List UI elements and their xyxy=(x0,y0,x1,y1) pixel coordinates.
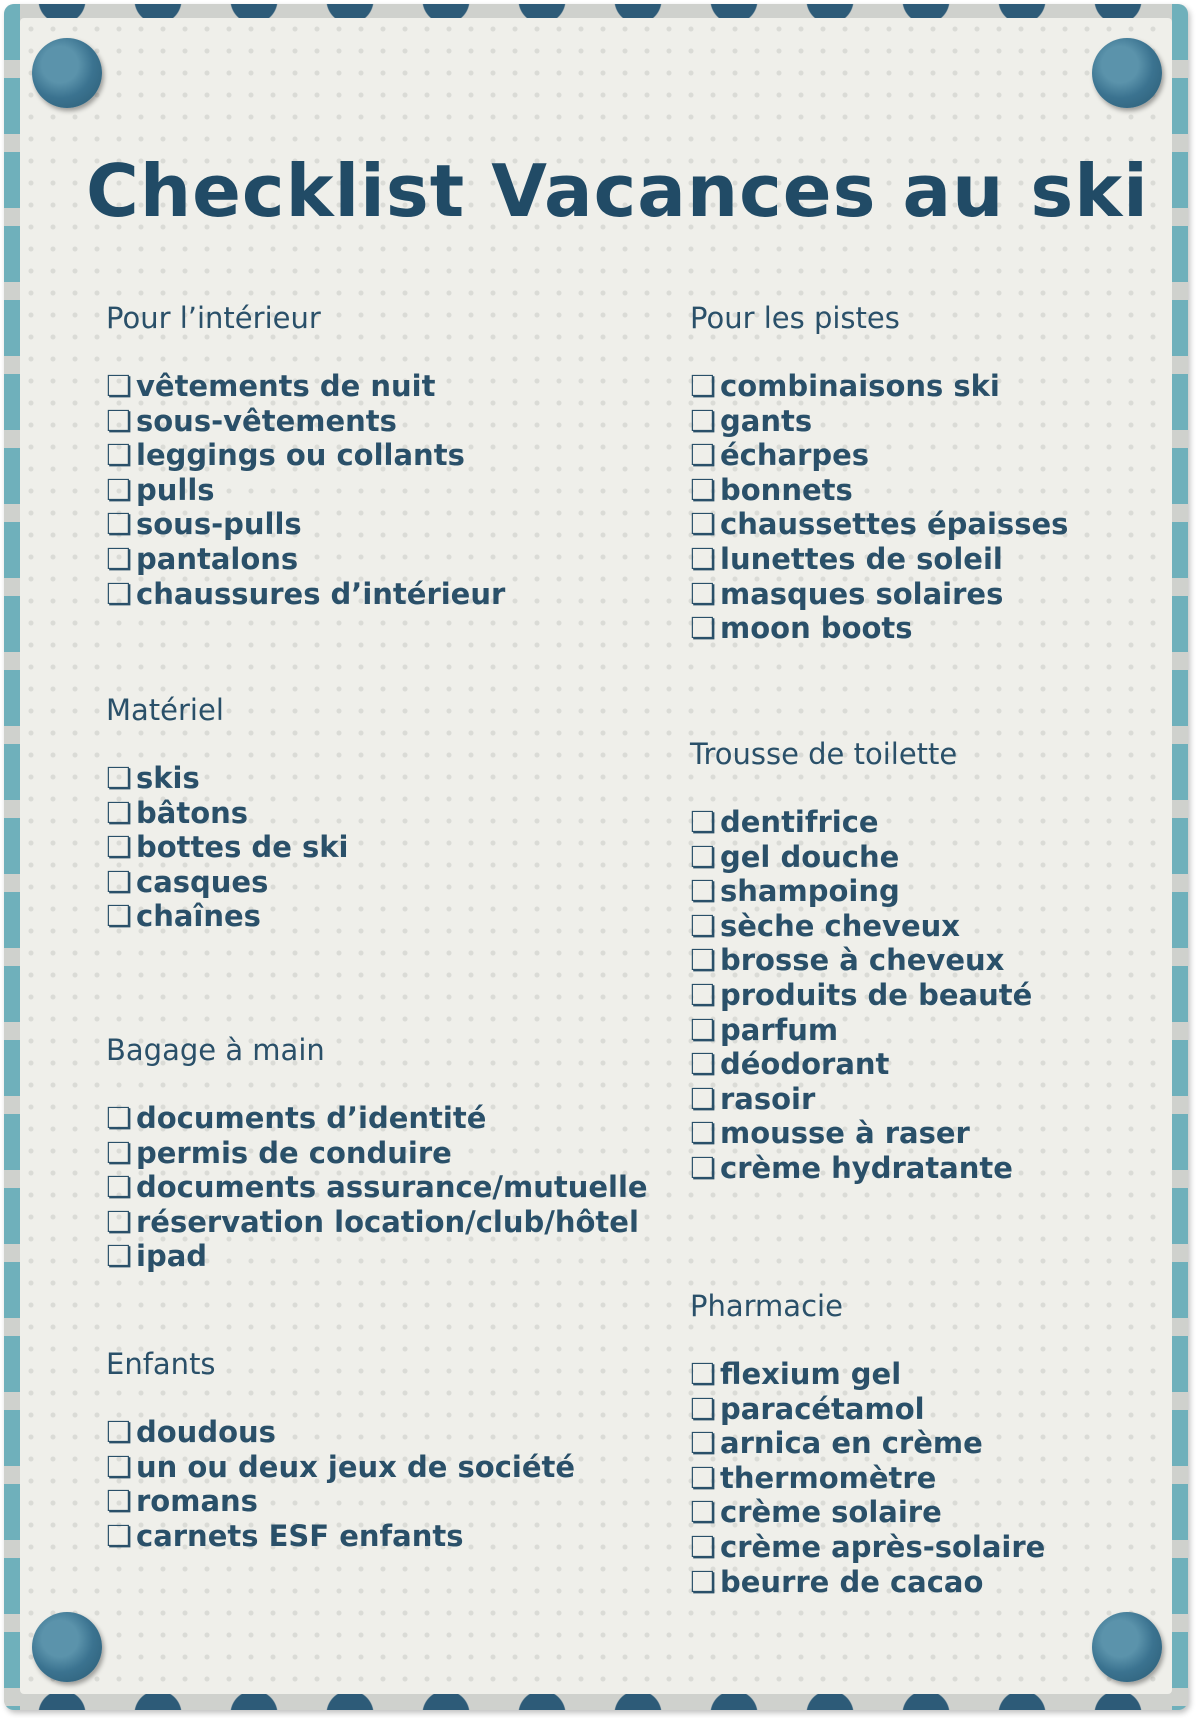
checklist-item-label: documents d’identité xyxy=(136,1101,487,1135)
checklist-item-label: gants xyxy=(720,403,813,438)
checklist xyxy=(106,761,348,934)
checkbox-icon[interactable]: ❏ xyxy=(106,1484,132,1519)
checkbox-icon[interactable]: ❏ xyxy=(690,1495,716,1530)
section-pistes xyxy=(690,300,1068,646)
checklist-item-label: crème hydratante xyxy=(720,1150,1013,1185)
section-heading: Enfants xyxy=(106,1347,216,1381)
checkbox-icon[interactable]: ❏ xyxy=(690,507,716,542)
checkbox-icon[interactable]: ❏ xyxy=(690,1391,716,1426)
checklist-item-label: un ou deux jeux de société xyxy=(136,1449,576,1484)
checklist-item[interactable] xyxy=(106,899,348,934)
corner-pin-icon xyxy=(1092,38,1162,108)
checkbox-icon[interactable]: ❏ xyxy=(690,1116,716,1151)
checkbox-icon[interactable]: ❏ xyxy=(106,369,132,403)
checkbox-icon[interactable]: ❏ xyxy=(690,1012,716,1047)
checklist-item-label: permis de conduire xyxy=(136,1135,452,1170)
checklist-item[interactable] xyxy=(690,1530,1045,1565)
checklist-item-label: gel douche xyxy=(720,839,900,874)
corner-pin-icon xyxy=(1092,1612,1162,1682)
section-heading: Pharmacie xyxy=(690,1289,843,1323)
checklist-item[interactable] xyxy=(690,1013,1032,1048)
checklist-item[interactable] xyxy=(690,1565,1045,1600)
checkbox-icon[interactable]: ❏ xyxy=(690,943,716,978)
checklist-item[interactable] xyxy=(690,507,1068,542)
checkbox-icon[interactable]: ❏ xyxy=(106,1518,132,1553)
checklist-item[interactable] xyxy=(106,1519,575,1554)
checkbox-icon[interactable]: ❏ xyxy=(690,1047,716,1082)
checkbox-icon[interactable]: ❏ xyxy=(106,830,132,865)
corner-pin-icon xyxy=(32,38,102,108)
left-border-stripe xyxy=(4,4,20,1710)
checkbox-icon[interactable]: ❏ xyxy=(106,472,132,507)
section-heading: Pour l’intérieur xyxy=(106,301,321,335)
checklist-item[interactable] xyxy=(690,978,1032,1013)
section-interieur xyxy=(106,300,505,611)
checkbox-icon[interactable]: ❏ xyxy=(106,1135,132,1170)
checklist-item-label: skis xyxy=(136,761,200,795)
checklist-item-label: parfum xyxy=(720,1012,839,1047)
checkbox-icon[interactable]: ❏ xyxy=(690,438,716,473)
checklist-item-label: chaînes xyxy=(136,899,261,934)
checklist xyxy=(106,1101,648,1274)
checkbox-icon[interactable]: ❏ xyxy=(106,403,132,438)
checklist-item-label: carnets ESF enfants xyxy=(136,1518,464,1553)
checklist-item-label: pulls xyxy=(136,472,215,507)
checkbox-icon[interactable]: ❏ xyxy=(106,1449,132,1484)
checkbox-icon[interactable]: ❏ xyxy=(106,1204,132,1239)
checkbox-icon[interactable]: ❏ xyxy=(106,1101,132,1135)
section-heading: Trousse de toilette xyxy=(690,737,958,771)
checklist-item-label: produits de beauté xyxy=(720,977,1033,1012)
checkbox-icon[interactable]: ❏ xyxy=(690,576,716,611)
checklist-item[interactable] xyxy=(690,369,1068,404)
checklist-item[interactable] xyxy=(106,1484,575,1519)
checklist-item-label: crème solaire xyxy=(720,1495,942,1530)
checklist-item-label: flexium gel xyxy=(720,1357,902,1391)
checklist-item[interactable] xyxy=(690,874,1032,909)
checklist-item-label: paracétamol xyxy=(720,1391,925,1426)
checklist-item[interactable] xyxy=(690,404,1068,439)
checkbox-icon[interactable]: ❏ xyxy=(106,438,132,473)
checklist-item-label: sous-vêtements xyxy=(136,403,397,438)
checkbox-icon[interactable]: ❏ xyxy=(690,805,716,839)
checklist-item[interactable] xyxy=(690,909,1032,944)
checklist-item-label: écharpes xyxy=(720,438,870,473)
checklist xyxy=(106,369,505,611)
checklist-item[interactable] xyxy=(690,1426,1045,1461)
checklist-item-label: moon boots xyxy=(720,611,913,646)
checklist-item[interactable] xyxy=(106,507,505,542)
checklist-item[interactable] xyxy=(690,1461,1045,1496)
checklist-item[interactable] xyxy=(106,1136,648,1171)
checklist-item[interactable] xyxy=(106,542,505,577)
checklist-item-label: bonnets xyxy=(720,472,853,507)
checklist-item-label: documents assurance/mutuelle xyxy=(136,1170,648,1205)
checklist-item-label: chaussettes épaisses xyxy=(720,507,1069,542)
checkbox-icon[interactable]: ❏ xyxy=(690,1426,716,1461)
checklist-item[interactable] xyxy=(690,1116,1032,1151)
checklist-item[interactable] xyxy=(690,438,1068,473)
checkbox-icon[interactable]: ❏ xyxy=(690,369,716,403)
checkbox-icon[interactable]: ❏ xyxy=(106,1415,132,1449)
checklist xyxy=(690,369,1068,646)
section-heading: Bagage à main xyxy=(106,1033,325,1067)
section-heading: Matériel xyxy=(106,693,224,727)
checklist xyxy=(106,1415,575,1553)
checklist-item[interactable] xyxy=(106,1101,648,1136)
checkbox-icon[interactable]: ❏ xyxy=(106,1170,132,1205)
checklist-item[interactable] xyxy=(690,611,1068,646)
checklist-item-label: réservation location/club/hôtel xyxy=(136,1204,639,1239)
checklist-item-label: chaussures d’intérieur xyxy=(136,576,506,611)
checklist-item-label: leggings ou collants xyxy=(136,438,465,473)
checklist xyxy=(690,805,1032,1186)
checklist-item[interactable] xyxy=(106,577,505,612)
checklist-item-label: sous-pulls xyxy=(136,507,302,542)
checklist-item-label: beurre de cacao xyxy=(720,1564,984,1599)
checklist-item[interactable] xyxy=(106,438,505,473)
checklist-item-label: lunettes de soleil xyxy=(720,541,1003,576)
checklist-item-label: doudous xyxy=(136,1415,276,1449)
checkbox-icon[interactable]: ❏ xyxy=(690,403,716,438)
checklist-item[interactable] xyxy=(690,943,1032,978)
checkbox-icon[interactable]: ❏ xyxy=(106,507,132,542)
checkbox-icon[interactable]: ❏ xyxy=(690,1357,716,1391)
checklist-item[interactable] xyxy=(106,1205,648,1240)
checklist-item[interactable] xyxy=(106,1170,648,1205)
checkbox-icon[interactable]: ❏ xyxy=(106,576,132,611)
checklist-item-label: sèche cheveux xyxy=(720,908,960,943)
checklist-item-label: ipad xyxy=(136,1239,208,1274)
checklist-item[interactable] xyxy=(106,1415,575,1450)
checkbox-icon[interactable]: ❏ xyxy=(690,541,716,576)
checklist-item[interactable] xyxy=(690,1151,1032,1186)
checklist-item[interactable] xyxy=(690,840,1032,875)
checklist-item[interactable] xyxy=(106,761,348,796)
checklist-item-label: masques solaires xyxy=(720,576,1004,611)
checklist-item-label: pantalons xyxy=(136,541,299,576)
section-enfants xyxy=(106,1346,575,1553)
checkbox-icon[interactable]: ❏ xyxy=(690,472,716,507)
checkbox-icon[interactable]: ❏ xyxy=(690,977,716,1012)
checklist-item[interactable] xyxy=(690,1047,1032,1082)
checkbox-icon[interactable]: ❏ xyxy=(106,795,132,830)
checklist xyxy=(690,1357,1045,1599)
section-toilette xyxy=(690,736,1032,1186)
checklist-item[interactable] xyxy=(106,369,505,404)
section-bagage xyxy=(106,1032,648,1274)
checkbox-icon[interactable]: ❏ xyxy=(690,1460,716,1495)
checkbox-icon[interactable]: ❏ xyxy=(690,1564,716,1599)
checklist-item-label: brosse à cheveux xyxy=(720,943,1005,978)
checkbox-icon[interactable]: ❏ xyxy=(690,1081,716,1116)
checklist-item[interactable] xyxy=(690,577,1068,612)
checklist-item[interactable] xyxy=(106,830,348,865)
checklist-item-label: mousse à raser xyxy=(720,1116,970,1151)
checklist-item[interactable] xyxy=(690,1495,1045,1530)
checklist-item[interactable] xyxy=(106,865,348,900)
checklist-item-label: casques xyxy=(136,864,269,899)
checklist-item[interactable] xyxy=(690,1357,1045,1392)
checklist-item-label: thermomètre xyxy=(720,1460,937,1495)
checklist-item[interactable] xyxy=(106,1450,575,1485)
checklist-item-label: crème après-solaire xyxy=(720,1529,1046,1564)
checkbox-icon[interactable]: ❏ xyxy=(690,1150,716,1185)
checkbox-icon[interactable]: ❏ xyxy=(690,611,716,646)
checklist-item-label: dentifrice xyxy=(720,805,879,839)
checklist-item-label: vêtements de nuit xyxy=(136,369,436,403)
checkbox-icon[interactable]: ❏ xyxy=(106,899,132,934)
checklist-item-label: arnica en crème xyxy=(720,1426,983,1461)
checkbox-icon[interactable]: ❏ xyxy=(106,1239,132,1274)
checklist-item-label: shampoing xyxy=(720,874,900,909)
checkbox-icon[interactable]: ❏ xyxy=(690,908,716,943)
section-materiel xyxy=(106,692,348,934)
checklist-item[interactable] xyxy=(690,805,1032,840)
checklist-item-label: combinaisons ski xyxy=(720,369,1000,403)
checkbox-icon[interactable]: ❏ xyxy=(106,761,132,795)
checklist-item-label: romans xyxy=(136,1484,258,1519)
checklist-item[interactable] xyxy=(106,796,348,831)
checklist-item[interactable] xyxy=(106,473,505,508)
checklist-item[interactable] xyxy=(690,542,1068,577)
checklist-item-label: déodorant xyxy=(720,1047,890,1082)
section-heading: Pour les pistes xyxy=(690,301,900,335)
checklist-item[interactable] xyxy=(106,404,505,439)
checkbox-icon[interactable]: ❏ xyxy=(690,874,716,909)
checklist-item-label: bâtons xyxy=(136,795,249,830)
checklist-item-label: rasoir xyxy=(720,1081,816,1116)
checklist-item[interactable] xyxy=(690,473,1068,508)
page-title: Checklist Vacances au ski xyxy=(86,149,1149,233)
checklist-item-label: bottes de ski xyxy=(136,830,349,865)
checklist-item[interactable] xyxy=(690,1392,1045,1427)
checkbox-icon[interactable]: ❏ xyxy=(106,541,132,576)
checkbox-icon[interactable]: ❏ xyxy=(106,864,132,899)
checklist-item[interactable] xyxy=(106,1239,648,1274)
checklist-item[interactable] xyxy=(690,1082,1032,1117)
corner-pin-icon xyxy=(32,1612,102,1682)
checkbox-icon[interactable]: ❏ xyxy=(690,839,716,874)
section-pharmacie xyxy=(690,1288,1045,1599)
checkbox-icon[interactable]: ❏ xyxy=(690,1529,716,1564)
right-border-stripe xyxy=(1172,4,1188,1710)
